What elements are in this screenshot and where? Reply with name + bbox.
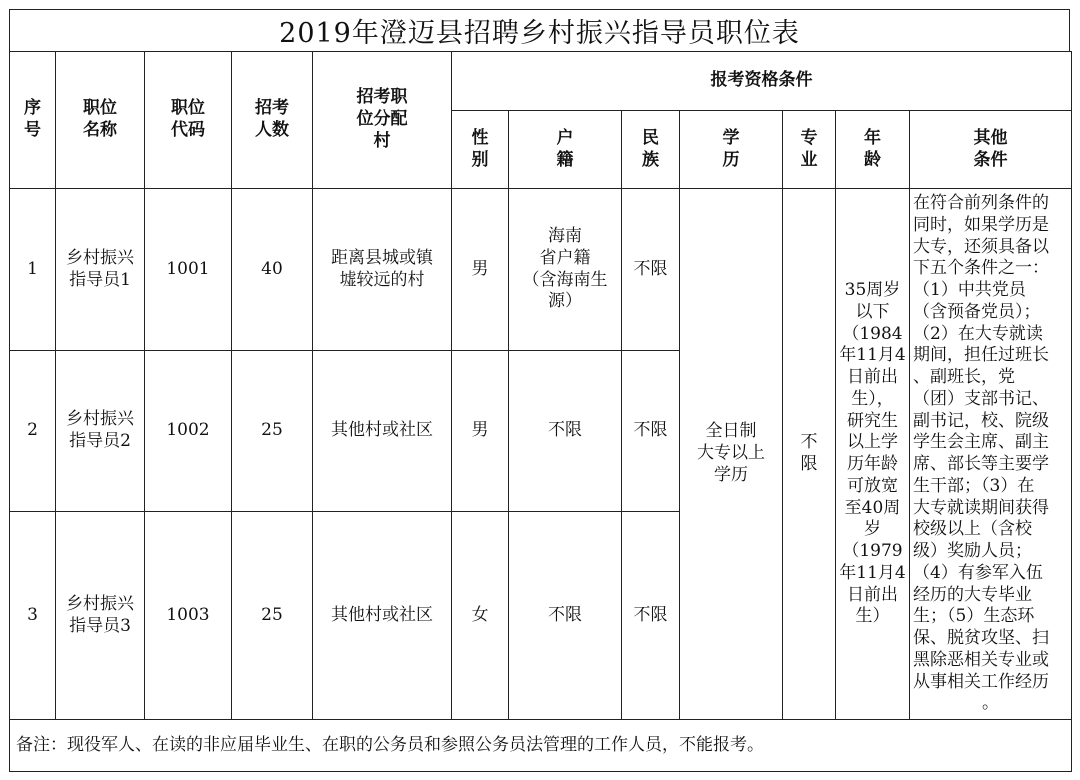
cell-major-shared: 不 限 (783, 189, 836, 720)
cell-other-conditions-shared: 在符合前列条件的 同时，如果学历是 大专，还须具备以 下五个条件之一： （1）中共党员 （含预备党员）； （2）在大专就读 期间，担任过班长 、副班长，党 （团）支部书记、 副书记，校、院级 学生会主席、副主 席、部长等主要学 生干部；（3）在 大专就读期间获得 校级以上（含校 级）奖励人员； （4）有参军入伍 经历的大专毕业 生；（5）生态环 保、脱贫攻坚、扫 黑除恶相关专业或 从事相关工作经历 。 (910, 189, 1072, 720)
header-position-code: 职位 代码 (145, 52, 232, 189)
table-row (10, 189, 1072, 351)
cell-position-code: 1003 (145, 512, 232, 720)
cell-assigned-village: 其他村或社区 (313, 512, 452, 720)
header-age: 年 龄 (836, 111, 910, 189)
header-qualifications: 报考资格条件 (452, 52, 1072, 111)
cell-gender: 男 (452, 351, 509, 512)
header-recruit-count: 招考 人数 (232, 52, 313, 189)
cell-ethnicity: 不限 (622, 351, 680, 512)
table-title: 2019年澄迈县招聘乡村振兴指导员职位表 (9, 9, 1070, 51)
header-education: 学 历 (680, 111, 783, 189)
cell-ethnicity: 不限 (622, 512, 680, 720)
cell-seq: 3 (10, 512, 56, 720)
cell-seq: 2 (10, 351, 56, 512)
cell-assigned-village: 距离县城或镇 墟较远的村 (313, 189, 452, 351)
header-position-name: 职位 名称 (56, 52, 145, 189)
cell-gender: 男 (452, 189, 509, 351)
cell-position-code: 1002 (145, 351, 232, 512)
cell-household: 不限 (509, 351, 622, 512)
cell-recruit-count: 25 (232, 512, 313, 720)
header-household: 户 籍 (509, 111, 622, 189)
cell-recruit-count: 40 (232, 189, 313, 351)
cell-assigned-village: 其他村或社区 (313, 351, 452, 512)
cell-education-shared: 全日制 大专以上 学历 (680, 189, 783, 720)
table-note: 备注：现役军人、在读的非应届毕业生、在职的公务员和参照公务员法管理的工作人员，不能报考。 (10, 720, 1072, 772)
cell-household: 海南 省户籍 （含海南生 源） (509, 189, 622, 351)
cell-gender: 女 (452, 512, 509, 720)
cell-seq: 1 (10, 189, 56, 351)
cell-position-code: 1001 (145, 189, 232, 351)
cell-position-name: 乡村振兴 指导员2 (56, 351, 145, 512)
cell-position-name: 乡村振兴 指导员3 (56, 512, 145, 720)
header-major: 专 业 (783, 111, 836, 189)
cell-recruit-count: 25 (232, 351, 313, 512)
header-seq: 序 号 (10, 52, 56, 189)
cell-ethnicity: 不限 (622, 189, 680, 351)
cell-age-shared: 35周岁 以下 （1984 年11月4 日前出 生）， 研究生 以上学 历年龄 可放宽 至40周 岁 （1979 年11月4 日前出 生） (836, 189, 910, 720)
header-ethnicity: 民 族 (622, 111, 680, 189)
cell-household: 不限 (509, 512, 622, 720)
header-assigned-village: 招考职 位分配 村 (313, 52, 452, 189)
header-other-conditions: 其他 条件 (910, 111, 1072, 189)
header-gender: 性 别 (452, 111, 509, 189)
positions-table (9, 51, 1072, 772)
cell-position-name: 乡村振兴 指导员1 (56, 189, 145, 351)
